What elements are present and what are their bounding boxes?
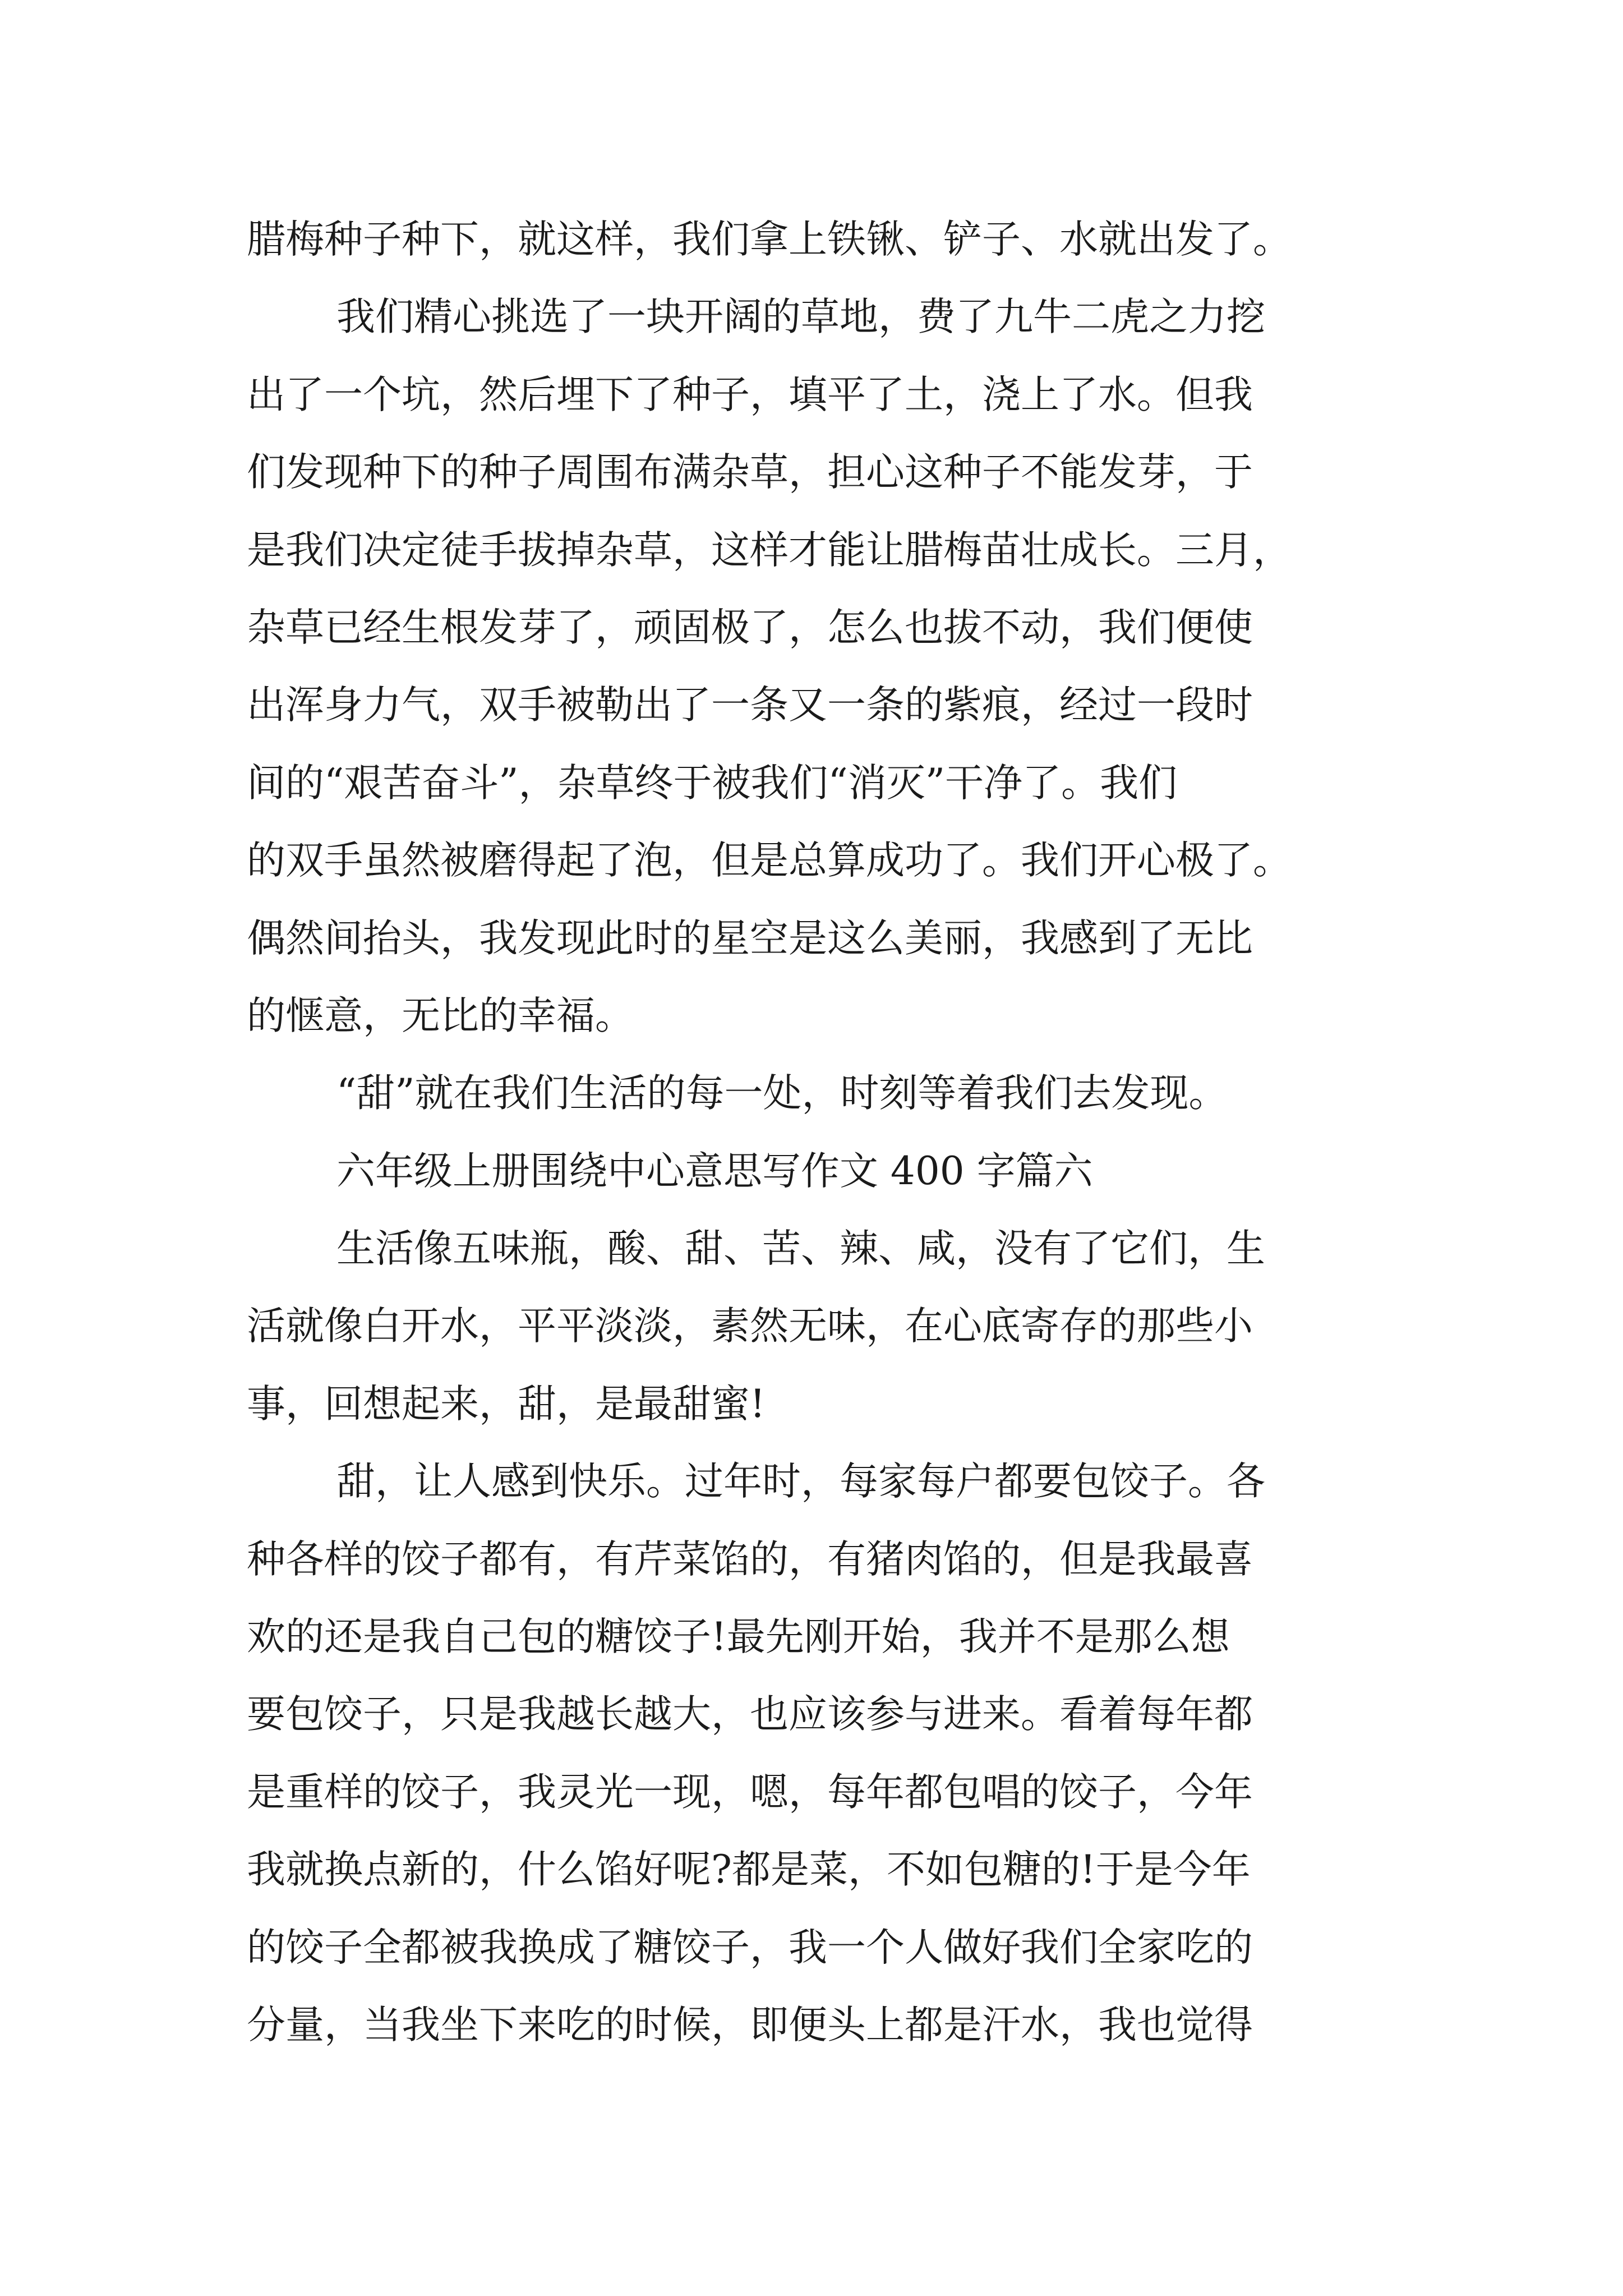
section-heading: 六年级上册围绕中心意思写作文 400 字篇六 xyxy=(336,1148,1093,1194)
text-line-16: 事，回想起来，甜，是最甜蜜! xyxy=(247,1381,766,1427)
text-line-7: 出浑身力气，双手被勒出了一条又一条的紫痕，经过一段时 xyxy=(247,683,1253,728)
text-line-6: 杂草已经生根发芽了，顽固极了，怎么也拔不动，我们便使 xyxy=(247,605,1253,650)
text-line-21: 是重样的饺子，我灵光一现，嗯，每年都包唱的饺子，今年 xyxy=(247,1769,1253,1815)
text-line-11: 的惬意，无比的幸福。 xyxy=(247,993,634,1038)
text-line-15: 活就像白开水，平平淡淡，素然无味，在心底寄存的那些小 xyxy=(247,1304,1253,1349)
text-line-17: 甜，让人感到快乐。过年时，每家每户都要包饺子。各 xyxy=(336,1459,1265,1504)
text-line-9: 的双手虽然被磨得起了泡，但是总算成功了。我们开心极了。 xyxy=(247,838,1292,884)
text-line-14: 生活像五味瓶，酸、甜、苦、辣、咸，没有了它们，生 xyxy=(336,1226,1265,1272)
text-line-3: 出了一个坑，然后埋下了种子，填平了土，浇上了水。但我 xyxy=(247,372,1253,417)
text-line-24: 分量，当我坐下来吃的时候，即便头上都是汗水，我也觉得 xyxy=(247,2002,1253,2047)
text-line-22: 我就换点新的，什么馅好呢?都是菜，不如包糖的!于是今年 xyxy=(247,1847,1251,1893)
text-line-23: 的饺子全都被我换成了糖饺子，我一个人做好我们全家吃的 xyxy=(247,1925,1253,1970)
text-line-8: 间的“艰苦奋斗”，杂草终于被我们“消灭”干净了。我们 xyxy=(247,760,1178,806)
text-line-10: 偶然间抬头，我发现此时的星空是这么美丽，我感到了无比 xyxy=(247,915,1253,961)
text-line-19: 欢的还是我自己包的糖饺子!最先刚开始，我并不是那么想 xyxy=(247,1614,1230,1660)
text-line-20: 要包饺子，只是我越长越大，也应该参与进来。看着每年都 xyxy=(247,1692,1253,1737)
text-line-12: “甜”就在我们生活的每一处，时刻等着我们去发现。 xyxy=(336,1071,1228,1116)
text-line-2: 我们精心挑选了一块开阔的草地，费了九牛二虎之力挖 xyxy=(336,295,1265,340)
text-line-18: 种各样的饺子都有，有芹菜馅的，有猪肉馅的，但是我最喜 xyxy=(247,1536,1253,1582)
text-line-1: 腊梅种子种下，就这样，我们拿上铁锹、铲子、水就出发了。 xyxy=(247,217,1292,262)
essay-text xyxy=(247,201,1391,2064)
text-line-5: 是我们决定徒手拔掉杂草，这样才能让腊梅苗壮成长。三月， xyxy=(247,527,1292,573)
text-line-4: 们发现种下的种子周围布满杂草，担心这种子不能发芽，于 xyxy=(247,450,1253,495)
